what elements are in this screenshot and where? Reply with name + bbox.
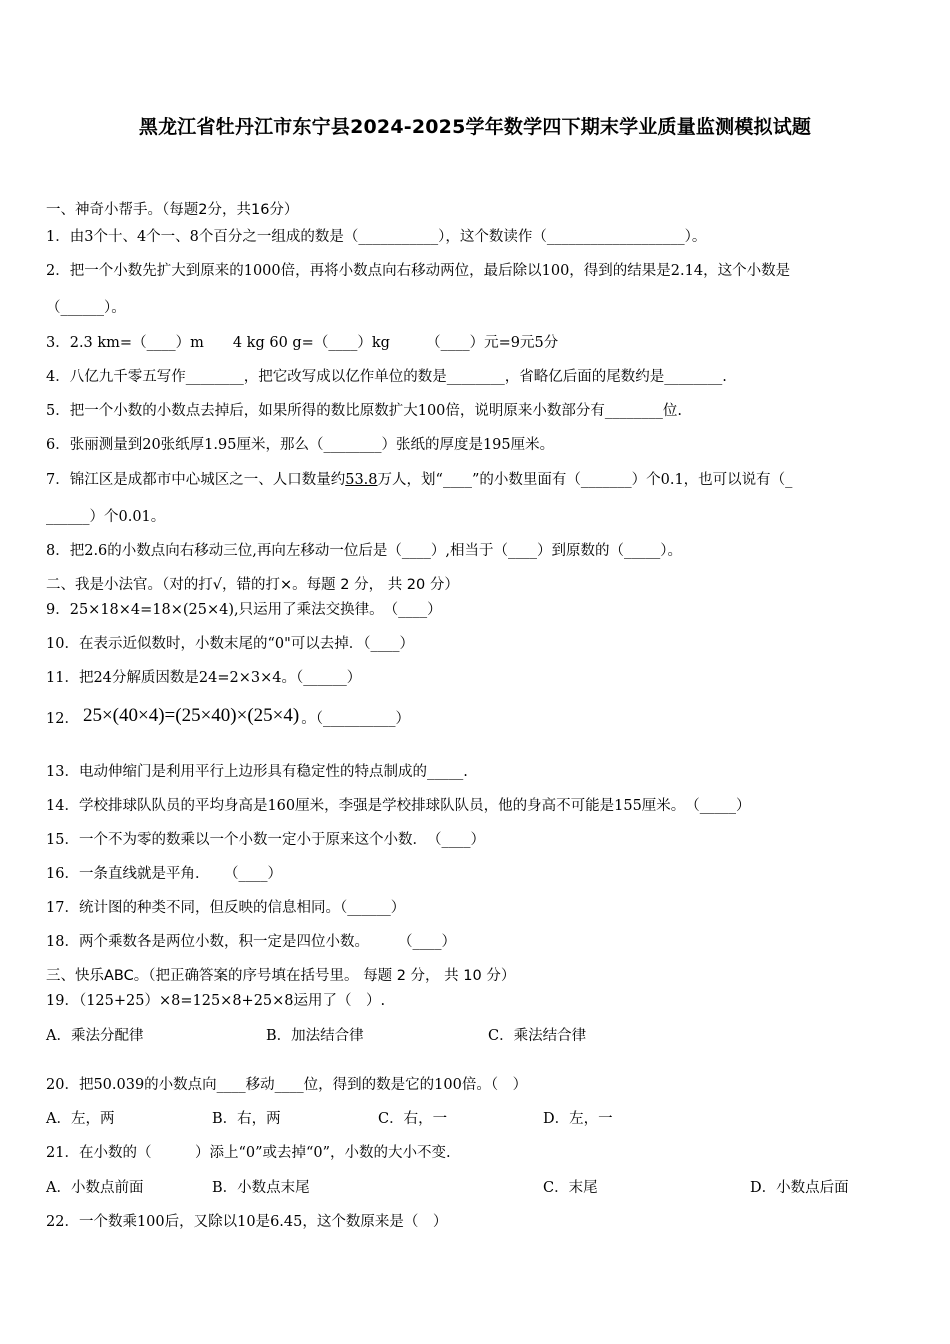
question-12 [46,706,410,729]
question-11: 11．把24分解质因数是24=2×3×4。（______） [46,670,362,686]
question-14: 14．学校排球队队员的平均身高是160厘米，李强是学校排球队队员，他的身高不可能是155厘米。 （_____） [46,798,751,814]
q21-option-b[interactable]: B．小数点末尾 [212,1180,310,1196]
q21-option-c[interactable]: C．末尾 [543,1180,598,1196]
q20-option-a[interactable]: A．左，两 [46,1111,115,1127]
question-17: 17．统计图的种类不同，但反映的信息相同。（______） [46,900,406,916]
section-heading-2: 二、我是小法官。（对的打√，错的打×。每题 2 分， 共 20 分） [46,577,459,593]
q19-option-a[interactable]: A．乘法分配律 [46,1028,144,1044]
q19-option-c[interactable]: C．乘法结合律 [488,1028,587,1044]
question-13: 13．电动伸缩门是利用平行上边形具有稳定性的特点制成的_____. [46,764,468,780]
question-9: 9．25×18×4=18×(25×4),只运用了乘法交换律。 （____） [46,602,442,618]
q20-option-d[interactable]: D．左，一 [543,1111,613,1127]
q21-option-a[interactable]: A．小数点前面 [46,1180,144,1196]
underlined-number: 53.8 [345,472,378,488]
question-12-number: 12． [46,711,79,727]
question-19: 19．（125+25）×8=125×8+25×8运用了（ ）. [46,993,386,1009]
question-20: 20．把50.039的小数点向____移动____位，得到的数是它的100倍。（ ） [46,1077,528,1093]
question-21: 21．在小数的（ ）添上“0”或去掉“0”，小数的大小不变. [46,1145,451,1161]
q20-option-c[interactable]: C．右，一 [378,1111,448,1127]
question-7-text-b: 万人，划“____”的小数里面有（_______）个0.1，也可以说有（_ [377,472,793,488]
q20-option-b[interactable]: B．右，两 [212,1111,281,1127]
section-heading-1: 一、神奇小帮手。（每题2分，共16分） [46,202,299,218]
question-10: 10．在表示近似数时，小数末尾的“0"可以去掉．（____） [46,636,415,652]
question-15: 15．一个不为零的数乘以一个小数一定小于原来这个小数． （____） [46,832,485,848]
question-1: 1．由3个十、4个一、8个百分之一组成的数是（___________），这个数读作（___________________）。 [46,229,707,245]
q21-option-d[interactable]: D．小数点后面 [750,1180,849,1196]
question-3: 3．2.3 km=（____）m 4 kg 60 g=（____）kg （____）元=9元5分 [46,335,559,351]
question-12-answer: 。（__________） [301,711,410,727]
question-4: 4．八亿九千零五写作________，把它改写成以亿作单位的数是________，省略亿后面的尾数约是________. [46,369,727,385]
page-title: 黑龙江省牡丹江市东宁县2024-2025学年数学四下期末学业质量监测模拟试题 [138,116,812,138]
question-18: 18．两个乘数各是两位小数，积一定是四位小数。 （____） [46,934,456,950]
question-8: 8．把2.6的小数点向右移动三位,再向左移动一位后是（____）,相当于（____）到原数的（_____）。 [46,543,683,559]
question-5: 5．把一个小数的小数点去掉后，如果所得的数比原数扩大100倍，说明原来小数部分有________位. [46,403,683,419]
question-2-cont: （______）。 [46,300,126,316]
question-16: 16．一条直线就是平角． （____） [46,866,282,882]
question-6: 6．张丽测量到20张纸厚1.95厘米，那么（________）张纸的厚度是195厘米。 [46,437,555,453]
question-7 [46,470,792,490]
question-7-text-a: 7．锦江区是成都市中心城区之一、人口数量约 [46,472,346,488]
question-22: 22．一个数乘100后，又除以10是6.45，这个数原来是（ ） [46,1214,448,1230]
question-2: 2．把一个小数先扩大到原来的1000倍，再将小数点向右移动两位，最后除以100，得到的结果是2.14，这个小数是 [46,263,791,279]
q19-option-b[interactable]: B．加法结合律 [266,1028,364,1044]
question-12-formula: 25×(40×4)=(25×40)×(25×4) [82,705,300,726]
section-heading-3: 三、快乐ABC。（把正确答案的序号填在括号里。 每题 2 分， 共 10 分） [46,968,516,984]
question-7-cont: ______）个0.01。 [46,509,166,525]
